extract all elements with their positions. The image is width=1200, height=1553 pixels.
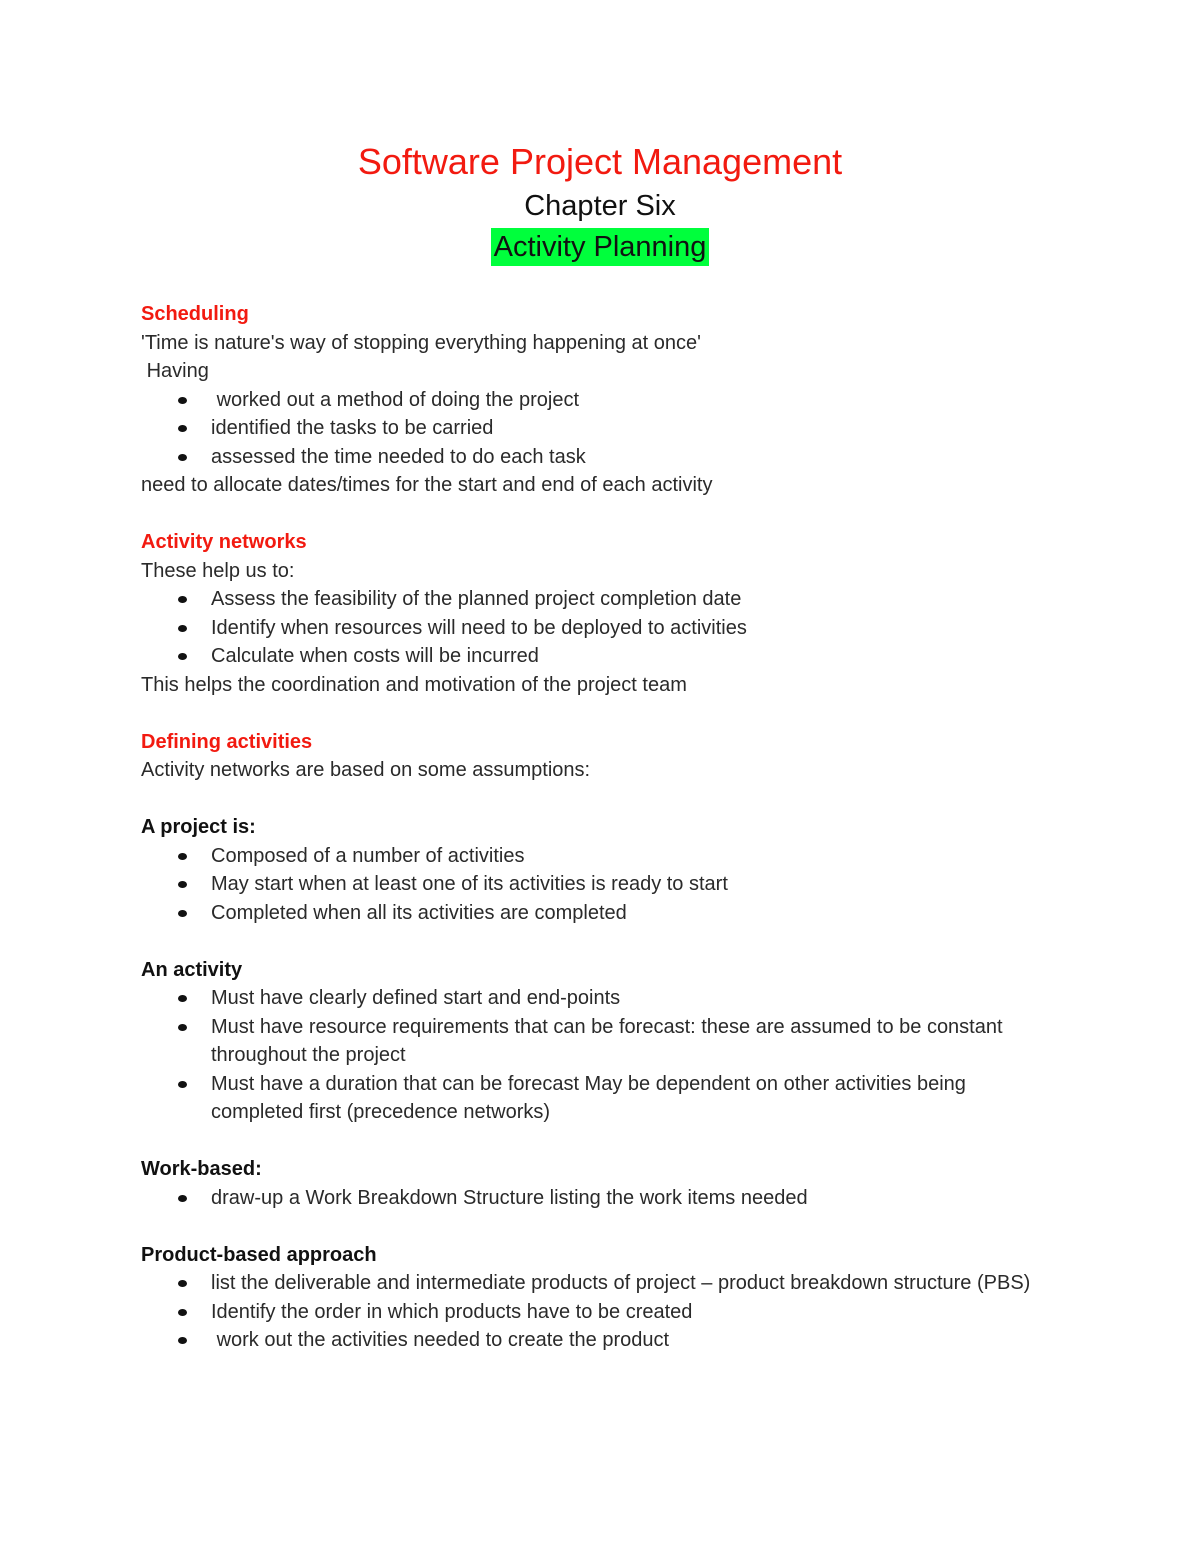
list-item	[141, 614, 1061, 643]
list-item-text: Identify when resources will need to be deployed to activities	[211, 616, 747, 639]
scheduling-list	[141, 386, 1061, 472]
section-heading-activity: An activity	[141, 958, 243, 981]
spacer	[141, 1212, 1061, 1241]
list-item	[141, 1269, 1061, 1298]
spacer	[141, 500, 1061, 529]
bullet-icon	[178, 1195, 187, 1202]
bullet-icon	[178, 995, 187, 1002]
chapter-subtitle: Chapter Six	[524, 190, 676, 222]
section-heading-product-based: Product-based approach	[141, 1243, 377, 1266]
bullet-icon	[178, 1081, 187, 1088]
scheduling-lead: Having	[141, 360, 209, 382]
bullet-icon	[178, 1024, 187, 1031]
list-item-text: Must have a duration that can be forecast May be dependent on other activities being completed first (precedence networks)	[211, 1072, 972, 1123]
list-item-text: identified the tasks to be carried	[211, 417, 494, 439]
list-item-text: work out the activities needed to create the product	[211, 1329, 670, 1351]
product-list	[141, 1269, 1061, 1355]
bullet-icon	[178, 853, 187, 860]
project-list	[141, 842, 1061, 928]
list-item-text: worked out a method of doing the project	[211, 388, 580, 411]
list-item-text: Composed of a number of activities	[211, 844, 525, 867]
list-item	[141, 1298, 1061, 1327]
list-item	[141, 642, 1061, 671]
activity-list	[141, 984, 1061, 1127]
document-title: Software Project Management	[357, 141, 843, 182]
networks-list	[141, 585, 1061, 671]
list-item	[141, 585, 1061, 614]
bullet-icon	[178, 1280, 187, 1287]
list-item-text: Assess the feasibility of the planned project completion date	[211, 588, 742, 610]
list-item-text: Must have resource requirements that can be forecast: these are assumed to be constant throughout the project	[211, 1015, 1009, 1066]
document-body	[141, 300, 1061, 1355]
bullet-icon	[178, 910, 187, 917]
list-item-text: Calculate when costs will be incurred	[211, 645, 539, 667]
bullet-icon	[178, 653, 187, 660]
list-item	[141, 1184, 1061, 1213]
section-heading-scheduling: Scheduling	[141, 303, 249, 325]
bullet-icon	[178, 596, 187, 603]
bullet-icon	[178, 1309, 187, 1316]
bullet-icon	[178, 1337, 187, 1344]
defining-lead: Activity networks are based on some assumptions:	[141, 759, 591, 781]
list-item	[141, 899, 1061, 928]
spacer	[141, 699, 1061, 728]
section-heading-defining-activities: Defining activities	[141, 730, 313, 753]
list-item	[141, 842, 1061, 871]
list-item-text: Completed when all its activities are completed	[211, 901, 627, 924]
section-heading-activity-networks: Activity networks	[141, 531, 307, 553]
list-item-text: list the deliverable and intermediate products of project – product breakdown structure (PBS)	[211, 1272, 1031, 1294]
scheduling-quote: 'Time is nature's way of stopping everything happening at once'	[141, 331, 701, 354]
topic-heading-wrap	[0, 228, 1200, 266]
work-list	[141, 1184, 1061, 1213]
bullet-icon	[178, 881, 187, 888]
spacer	[141, 785, 1061, 814]
networks-lead: These help us to:	[141, 559, 295, 582]
list-item-text: assessed the time needed to do each task	[211, 445, 586, 468]
list-item-text: May start when at least one of its activities is ready to start	[211, 873, 728, 895]
list-item	[141, 1326, 1061, 1355]
list-item-text: draw-up a Work Breakdown Structure listing the work items needed	[211, 1186, 808, 1209]
list-item	[141, 386, 1061, 415]
bullet-icon	[178, 397, 187, 404]
bullet-icon	[178, 625, 187, 632]
bullet-icon	[178, 454, 187, 461]
list-item	[141, 1013, 1061, 1070]
list-item	[141, 984, 1061, 1013]
section-heading-work-based: Work-based:	[141, 1158, 262, 1180]
scheduling-conclusion: need to allocate dates/times for the start and end of each activity	[141, 474, 713, 496]
spacer	[141, 927, 1061, 956]
topic-heading: Activity Planning	[491, 228, 710, 266]
section-heading-project: A project is:	[141, 816, 256, 838]
networks-conclusion: This helps the coordination and motivation of the project team	[141, 673, 687, 696]
list-item-text: Identify the order in which products have to be created	[211, 1300, 693, 1323]
spacer	[141, 1127, 1061, 1156]
list-item	[141, 414, 1061, 443]
list-item	[141, 1070, 1061, 1127]
list-item	[141, 870, 1061, 899]
list-item-text: Must have clearly defined start and end-points	[211, 987, 621, 1009]
bullet-icon	[178, 425, 187, 432]
list-item	[141, 443, 1061, 472]
